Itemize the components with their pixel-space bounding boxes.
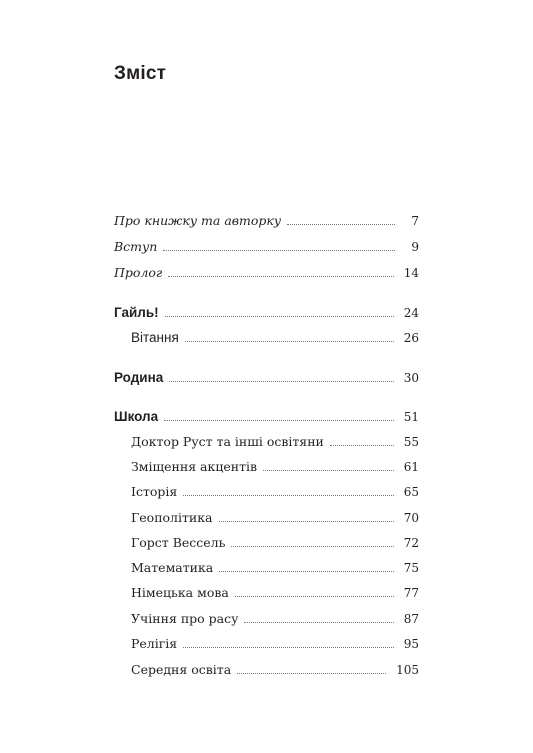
toc-entry-horst-wessel[interactable] [131,533,419,553]
dot-leader [219,521,394,522]
dot-leader [183,647,394,648]
dot-leader [185,341,394,342]
toc-entry-page: 75 [403,561,419,575]
toc-entry-label: Релігія [131,636,178,651]
dot-leader [163,250,395,251]
toc-entry-race-doctrine[interactable] [131,609,419,629]
toc-entry-german-language[interactable] [131,583,419,603]
toc-entry-label: Німецька мова [131,585,229,600]
dot-leader [165,316,394,317]
toc-entry-page: 30 [403,371,419,385]
toc-entry-page: 105 [396,663,419,677]
toc-entry-page: 77 [403,586,419,600]
toc-entry-label: Історія [131,484,178,499]
toc-entry-page: 70 [403,511,419,525]
page-title: Зміст [114,63,167,84]
toc-part-heil[interactable] [114,303,419,323]
toc-entry-greeting[interactable] [131,328,419,348]
toc-entry-label: Школа [114,409,159,424]
toc-entry-label: Родина [114,370,164,385]
toc-entry-label: Горст Вессель [131,535,226,550]
toc-entry-about-book[interactable] [114,211,419,231]
toc-entry-label: Зміщення акцентів [131,459,258,474]
toc-entry-label: Математика [131,560,214,575]
toc-entry-page: 7 [411,214,419,228]
toc-entry-page: 26 [403,331,419,345]
toc-entry-label: Учіння про расу [131,611,239,626]
toc-part-school[interactable] [114,407,419,427]
toc-entry-page: 65 [403,485,419,499]
toc-entry-label: Доктор Руст та інші освітяни [131,434,324,449]
toc-entry-label: Пролог [114,265,163,280]
toc-entry-page: 24 [403,306,419,320]
dot-leader [183,495,393,496]
toc-entry-label: Про книжку та авторку [114,213,282,228]
dot-leader [231,546,393,547]
toc-entry-prologue[interactable] [114,263,419,283]
toc-entry-page: 9 [411,240,419,254]
toc-entry-intro[interactable] [114,237,419,257]
toc-entry-history[interactable] [131,482,419,502]
toc-entry-label: Вступ [114,239,158,254]
dot-leader [237,673,386,674]
toc-entry-label: Геополітика [131,510,213,525]
toc-entry-religion[interactable] [131,634,419,654]
dot-leader [263,470,394,471]
toc-entry-label: Гайль! [114,305,159,320]
toc-entry-page: 51 [403,410,419,424]
toc-entry-doctor-rust[interactable] [131,432,419,452]
toc-entry-page: 61 [403,460,419,474]
dot-leader [164,420,394,421]
toc-entry-page: 95 [403,637,419,651]
dot-leader [219,571,393,572]
dot-leader [169,381,393,382]
toc-entry-geopolitics[interactable] [131,508,419,528]
toc-entry-label: Середня освіта [131,662,232,677]
toc-entry-page: 14 [403,266,419,280]
toc-entry-shift-of-accents[interactable] [131,457,419,477]
dot-leader [330,445,394,446]
toc-entry-page: 87 [403,612,419,626]
dot-leader [235,596,394,597]
toc-entry-label: Вітання [131,330,179,345]
toc-entry-page: 72 [403,536,419,550]
toc-entry-mathematics[interactable] [131,558,419,578]
toc-part-family[interactable] [114,368,419,388]
toc-entry-secondary-education[interactable] [131,660,419,680]
dot-leader [287,224,395,225]
dot-leader [168,276,393,277]
toc-entry-page: 55 [403,435,419,449]
dot-leader [244,622,393,623]
